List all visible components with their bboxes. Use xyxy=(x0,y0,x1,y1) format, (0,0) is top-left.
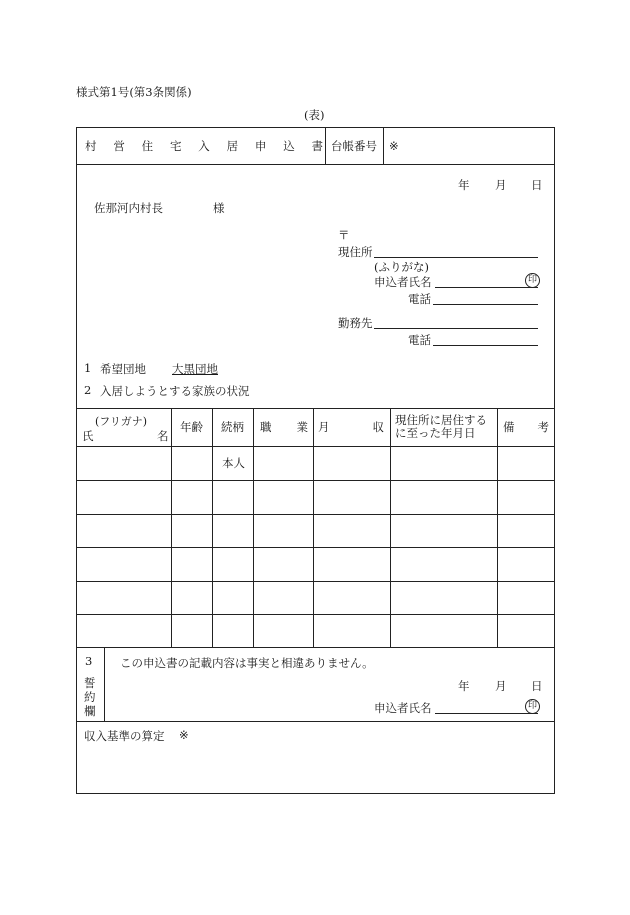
table-row[interactable] xyxy=(77,614,554,647)
pledge-date-month: 月 xyxy=(495,679,507,693)
section1-label: 希望団地 xyxy=(100,362,146,376)
applicant-name-label: 申込者氏名 xyxy=(374,275,432,289)
col-age: 年齢 xyxy=(180,420,203,434)
address-field[interactable] xyxy=(374,257,538,258)
addressee-name: 佐那河内村長 xyxy=(94,201,163,215)
col-residence-since: 現住所に居住する に至った年月日 xyxy=(395,413,487,440)
postal-mark: 〒 xyxy=(338,228,350,242)
pledge-date-year: 年 xyxy=(458,679,470,693)
pledge-seal-icon: 印 xyxy=(525,699,540,714)
ledger-note-mark: ※ xyxy=(389,139,399,153)
pledge-date-day: 日 xyxy=(531,679,543,693)
pledge-name-label: 申込者氏名 xyxy=(374,701,432,715)
table-row[interactable] xyxy=(77,514,554,547)
seal-icon: 印 xyxy=(525,273,540,288)
pledge-number: 3 xyxy=(85,654,93,668)
form-number: 様式第1号(第3条関係) xyxy=(76,85,192,99)
section2-number: 2 xyxy=(84,383,92,397)
income-label: 収入基準の算定 xyxy=(84,729,165,743)
pledge-statement: この申込書の記載内容は事実と相違ありません。 xyxy=(120,656,374,670)
col-name-b: 名 xyxy=(157,429,169,443)
address-label: 現住所 xyxy=(338,245,373,259)
section2-label: 入居しようとする家族の状況 xyxy=(100,384,250,398)
date-day: 日 xyxy=(531,178,543,192)
work-phone-label: 電話 xyxy=(408,333,431,347)
applicant-name-field[interactable] xyxy=(435,287,538,288)
phone-label: 電話 xyxy=(408,292,431,306)
date-month: 月 xyxy=(495,178,507,192)
table-row[interactable] xyxy=(77,446,554,480)
form-title: 村 営 住 宅 入 居 申 込 書 xyxy=(85,139,323,153)
col-relation: 続柄 xyxy=(221,420,244,434)
row1-relation-value: 本人 xyxy=(222,456,245,470)
col-name-a: 氏 xyxy=(82,429,94,443)
date-year: 年 xyxy=(458,178,470,192)
work-phone-field[interactable] xyxy=(433,345,538,346)
table-row[interactable] xyxy=(77,480,554,514)
workplace-label: 勤務先 xyxy=(338,316,373,330)
col-income: 月 収 xyxy=(318,420,384,434)
application-form xyxy=(76,127,555,794)
workplace-field[interactable] xyxy=(374,328,538,329)
ledger-number-field[interactable] xyxy=(389,128,399,164)
pledge-label: 誓 約 欄 xyxy=(84,676,96,718)
table-row[interactable] xyxy=(77,547,554,581)
col-notes: 備 考 xyxy=(503,420,549,434)
income-mark: ※ xyxy=(179,728,189,742)
section1-number: 1 xyxy=(84,361,92,375)
ledger-number-label: 台帳番号 xyxy=(331,139,377,153)
col-name-furigana: (フリガナ) xyxy=(95,415,148,428)
col-job: 職 業 xyxy=(260,420,308,434)
form-side-label: (表) xyxy=(304,108,325,122)
income-field[interactable] xyxy=(77,744,554,794)
furigana-label: (ふりがな) xyxy=(374,260,429,274)
section1-value: 大黒団地 xyxy=(172,362,218,376)
phone-field[interactable] xyxy=(433,304,538,305)
table-row[interactable] xyxy=(77,581,554,614)
pledge-name-field[interactable] xyxy=(435,713,538,714)
addressee-honorific: 様 xyxy=(213,201,225,215)
